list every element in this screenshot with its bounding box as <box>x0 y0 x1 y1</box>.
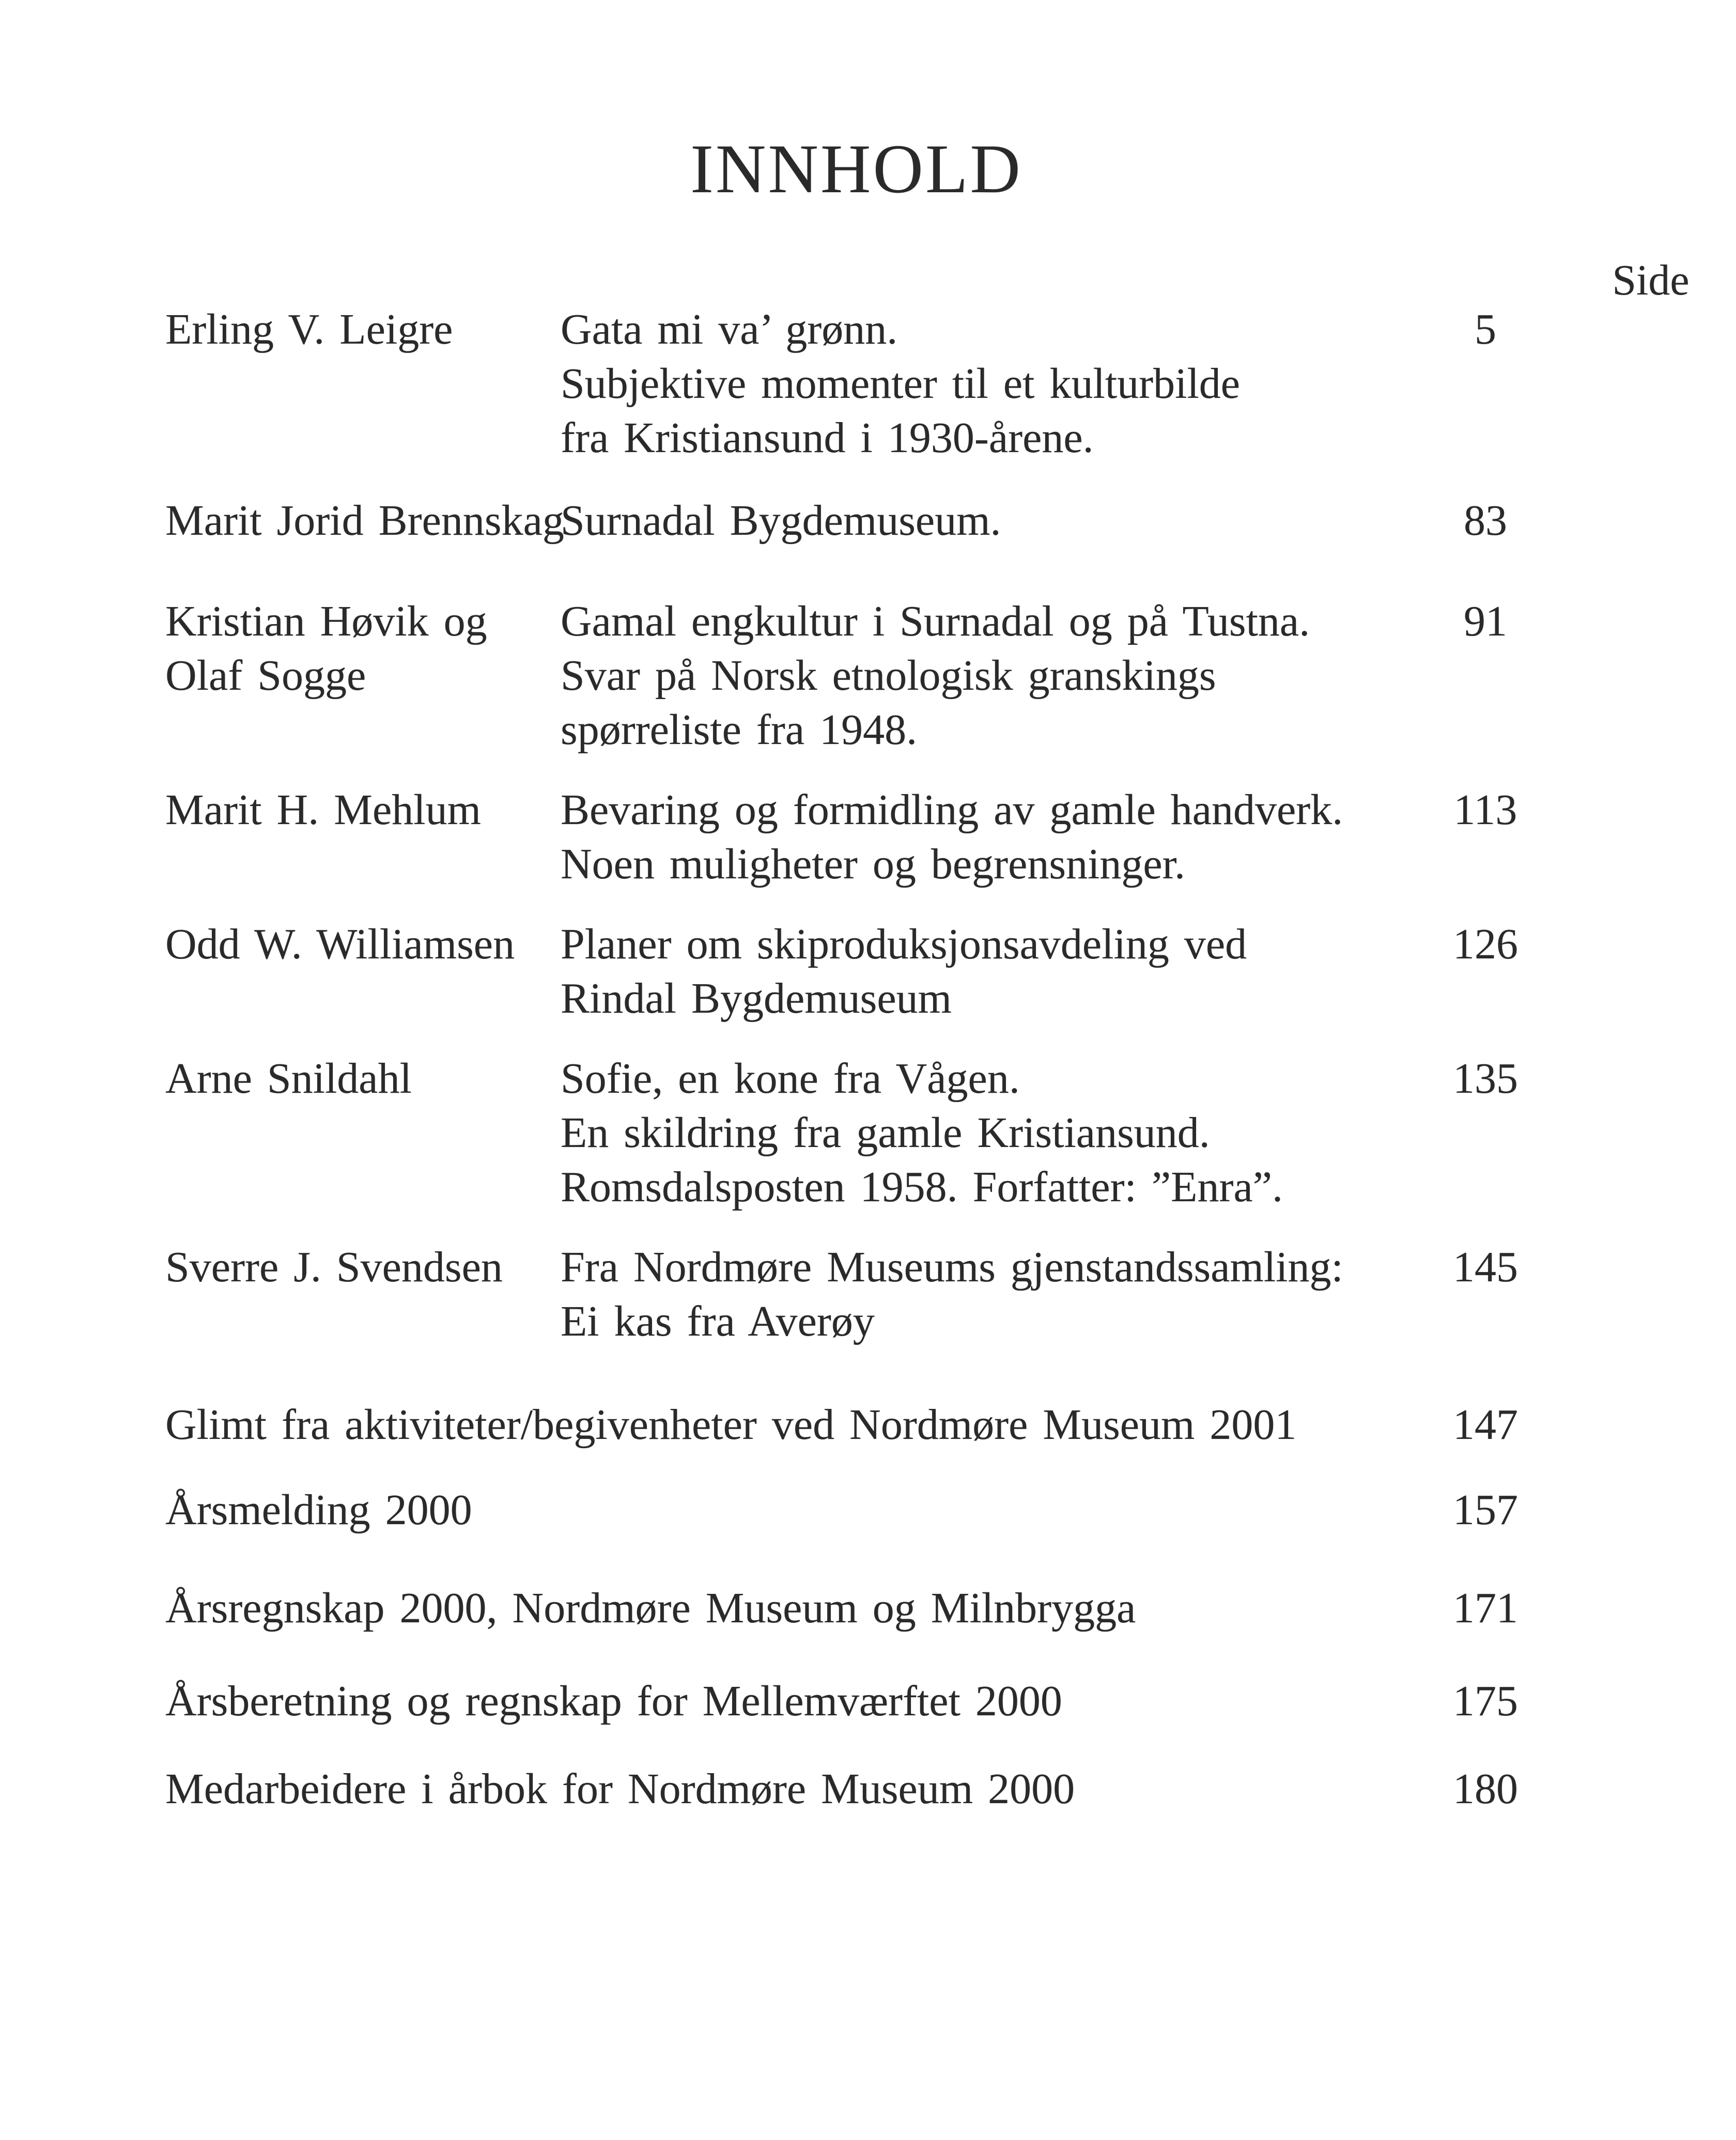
author-line: Erling V. Leigre <box>165 305 453 353</box>
title-line: Årsregnskap 2000, Nordmøre Museum og Milnbrygga <box>165 1584 1136 1632</box>
toc-page-number: 147 <box>1453 1401 1518 1449</box>
toc-author <box>165 493 564 548</box>
toc-page-number: 126 <box>1453 920 1518 968</box>
title-line: Bevaring og formidling av gamle handverk. <box>561 786 1343 834</box>
toc-title <box>165 1581 1423 1635</box>
toc-entry <box>165 1581 1547 1635</box>
toc-entry <box>165 493 1547 548</box>
title-line: Årsberetning og regnskap for Mellemværftet 2000 <box>165 1677 1062 1725</box>
toc-page-number: 5 <box>1475 305 1496 353</box>
toc-author <box>165 594 561 757</box>
toc-author <box>165 917 561 1026</box>
toc-page-number: 135 <box>1453 1055 1518 1103</box>
author-line: Odd W. Williamsen <box>165 920 515 968</box>
toc-title <box>561 1240 1423 1348</box>
toc-entry <box>165 1483 1547 1537</box>
title-line: fra Kristiansund i 1930-årene. <box>561 414 1094 462</box>
title-line: Svar på Norsk etnologisk granskings <box>561 652 1216 700</box>
toc-author <box>165 783 561 891</box>
toc-author <box>165 1240 561 1348</box>
title-line: Medarbeidere i årbok for Nordmøre Museum 2000 <box>165 1765 1075 1813</box>
toc-entry <box>165 594 1547 757</box>
title-line: Årsmelding 2000 <box>165 1486 472 1534</box>
toc-entry <box>165 1674 1547 1728</box>
toc-page-number: 113 <box>1453 786 1517 834</box>
toc-entry <box>165 917 1547 1026</box>
toc-title <box>165 1762 1423 1816</box>
toc-entry <box>165 1051 1547 1214</box>
author-line: Olaf Sogge <box>165 652 366 700</box>
toc-page-number: 157 <box>1453 1486 1518 1534</box>
toc-author <box>165 302 561 465</box>
toc-entry <box>165 1398 1547 1452</box>
toc-title <box>165 1674 1423 1728</box>
page-column-header: Side <box>1612 256 1690 304</box>
author-line: Arne Snildahl <box>165 1055 412 1103</box>
author-line: Marit H. Mehlum <box>165 786 481 834</box>
title-line: Planer om skiproduksjonsavdeling ved <box>561 920 1247 968</box>
title-line: Gamal engkultur i Surnadal og på Tustna. <box>561 597 1310 645</box>
toc-entry <box>165 1240 1547 1348</box>
title-line: Surnadal Bygdemuseum. <box>561 497 1001 545</box>
toc-title <box>561 493 1423 548</box>
toc-page-number: 145 <box>1453 1243 1518 1291</box>
toc-entry <box>165 783 1547 891</box>
title-line: Romsdalsposten 1958. Forfatter: ”Enra”. <box>561 1163 1283 1211</box>
author-line: Marit Jorid Brennskag <box>165 497 564 545</box>
title-line: Rindal Bygdemuseum <box>561 974 952 1022</box>
toc-title <box>165 1398 1423 1452</box>
toc-title <box>165 1483 1423 1537</box>
toc-page-number: 91 <box>1464 597 1507 645</box>
toc-entry <box>165 1762 1547 1816</box>
toc-title <box>561 917 1423 1026</box>
toc-page-number: 83 <box>1464 497 1507 545</box>
title-line: Gata mi va’ grønn. <box>561 305 898 353</box>
title-line: Sofie, en kone fra Vågen. <box>561 1055 1020 1103</box>
page-title: INNHOLD <box>690 131 1022 208</box>
toc-title <box>561 594 1423 757</box>
title-line: Ei kas fra Averøy <box>561 1297 875 1345</box>
toc-title <box>561 1051 1423 1214</box>
toc-title <box>561 783 1423 891</box>
title-line: Subjektive momenter til et kulturbilde <box>561 360 1241 408</box>
toc-entry <box>165 302 1547 465</box>
title-line: Glimt fra aktiviteter/begivenheter ved Nordmøre Museum 2001 <box>165 1401 1297 1449</box>
toc-author <box>165 1051 561 1214</box>
author-line: Sverre J. Svendsen <box>165 1243 503 1291</box>
toc-page-number: 180 <box>1453 1765 1518 1813</box>
title-line: spørreliste fra 1948. <box>561 706 918 754</box>
toc-page-number: 175 <box>1453 1677 1518 1725</box>
toc-title <box>561 302 1423 465</box>
title-line: En skildring fra gamle Kristiansund. <box>561 1109 1210 1157</box>
author-line: Kristian Høvik og <box>165 597 487 645</box>
toc-page-number: 171 <box>1453 1584 1518 1632</box>
title-line: Fra Nordmøre Museums gjenstandssamling: <box>561 1243 1343 1291</box>
title-line: Noen muligheter og begrensninger. <box>561 840 1186 888</box>
